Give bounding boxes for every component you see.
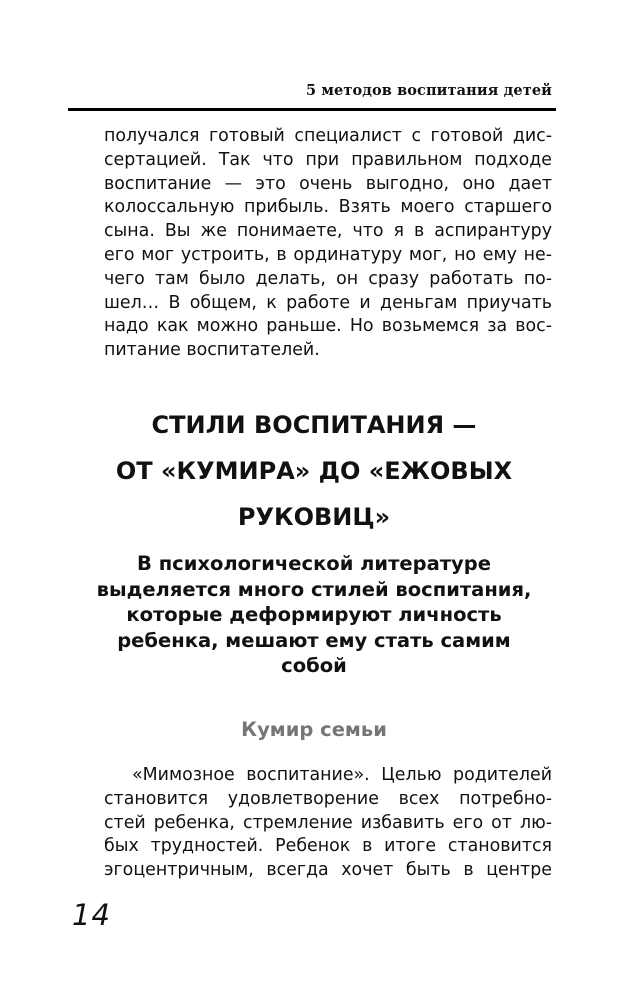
- text-line: надо как можно раньше. Но возьмемся за вос-: [104, 316, 552, 337]
- text-line: сертацией. Так что при правильном подходе: [104, 149, 552, 170]
- heading-line: ОТ «КУМИРА» ДО «ЕЖОВЫХ: [115, 457, 513, 485]
- text-line: сына. Вы же понимаете, что я в аспирантуру: [104, 221, 552, 242]
- body-paragraph-2: [104, 764, 552, 883]
- running-header: 5 методов воспитания детей: [306, 82, 552, 99]
- text-line: шел… В общем, к работе и деньгам приучать: [104, 292, 552, 313]
- subheading: Кумир семьи: [241, 718, 387, 741]
- lead-line: выделяется много стилей воспитания,: [96, 577, 532, 601]
- text-line: его мог устроить, в ординатуру мог, но ему не-: [104, 244, 552, 265]
- page-number: 14: [72, 898, 111, 932]
- text-line: получался готовый специалист с готовой дис-: [104, 126, 552, 146]
- lead-line: собой: [281, 654, 347, 677]
- text-line: «Мимозное воспитание». Целью родителей: [132, 765, 552, 785]
- text-line: становится удовлетворение всех потребно-: [104, 788, 552, 809]
- lead-line: которые деформируют личность: [126, 603, 502, 626]
- text-line: питание воспитателей.: [104, 340, 320, 361]
- section-heading: [74, 402, 554, 540]
- lead-line: ребенка, мешают ему стать самим: [117, 628, 511, 652]
- text-line: воспитание — это очень выгодно, оно дает: [104, 173, 552, 194]
- text-line: чего там было делать, он сразу работать по-: [104, 268, 552, 289]
- text-line: колоссальную прибыль. Взять моего старшего: [104, 197, 552, 218]
- header-rule: [68, 108, 556, 111]
- body-paragraph-1: [104, 125, 552, 363]
- lead-line: В психологической литературе: [137, 552, 491, 575]
- lead-paragraph: [80, 551, 548, 679]
- heading-line: РУКОВИЦ»: [237, 503, 391, 531]
- heading-line: СТИЛИ ВОСПИТАНИЯ —: [151, 411, 477, 439]
- text-line: стей ребенка, стремление избавить его от лю-: [104, 812, 552, 833]
- text-line: эгоцентричным, всегда хочет быть в центре: [104, 860, 552, 881]
- text-line: бых трудностей. Ребенок в итоге становится: [104, 836, 552, 857]
